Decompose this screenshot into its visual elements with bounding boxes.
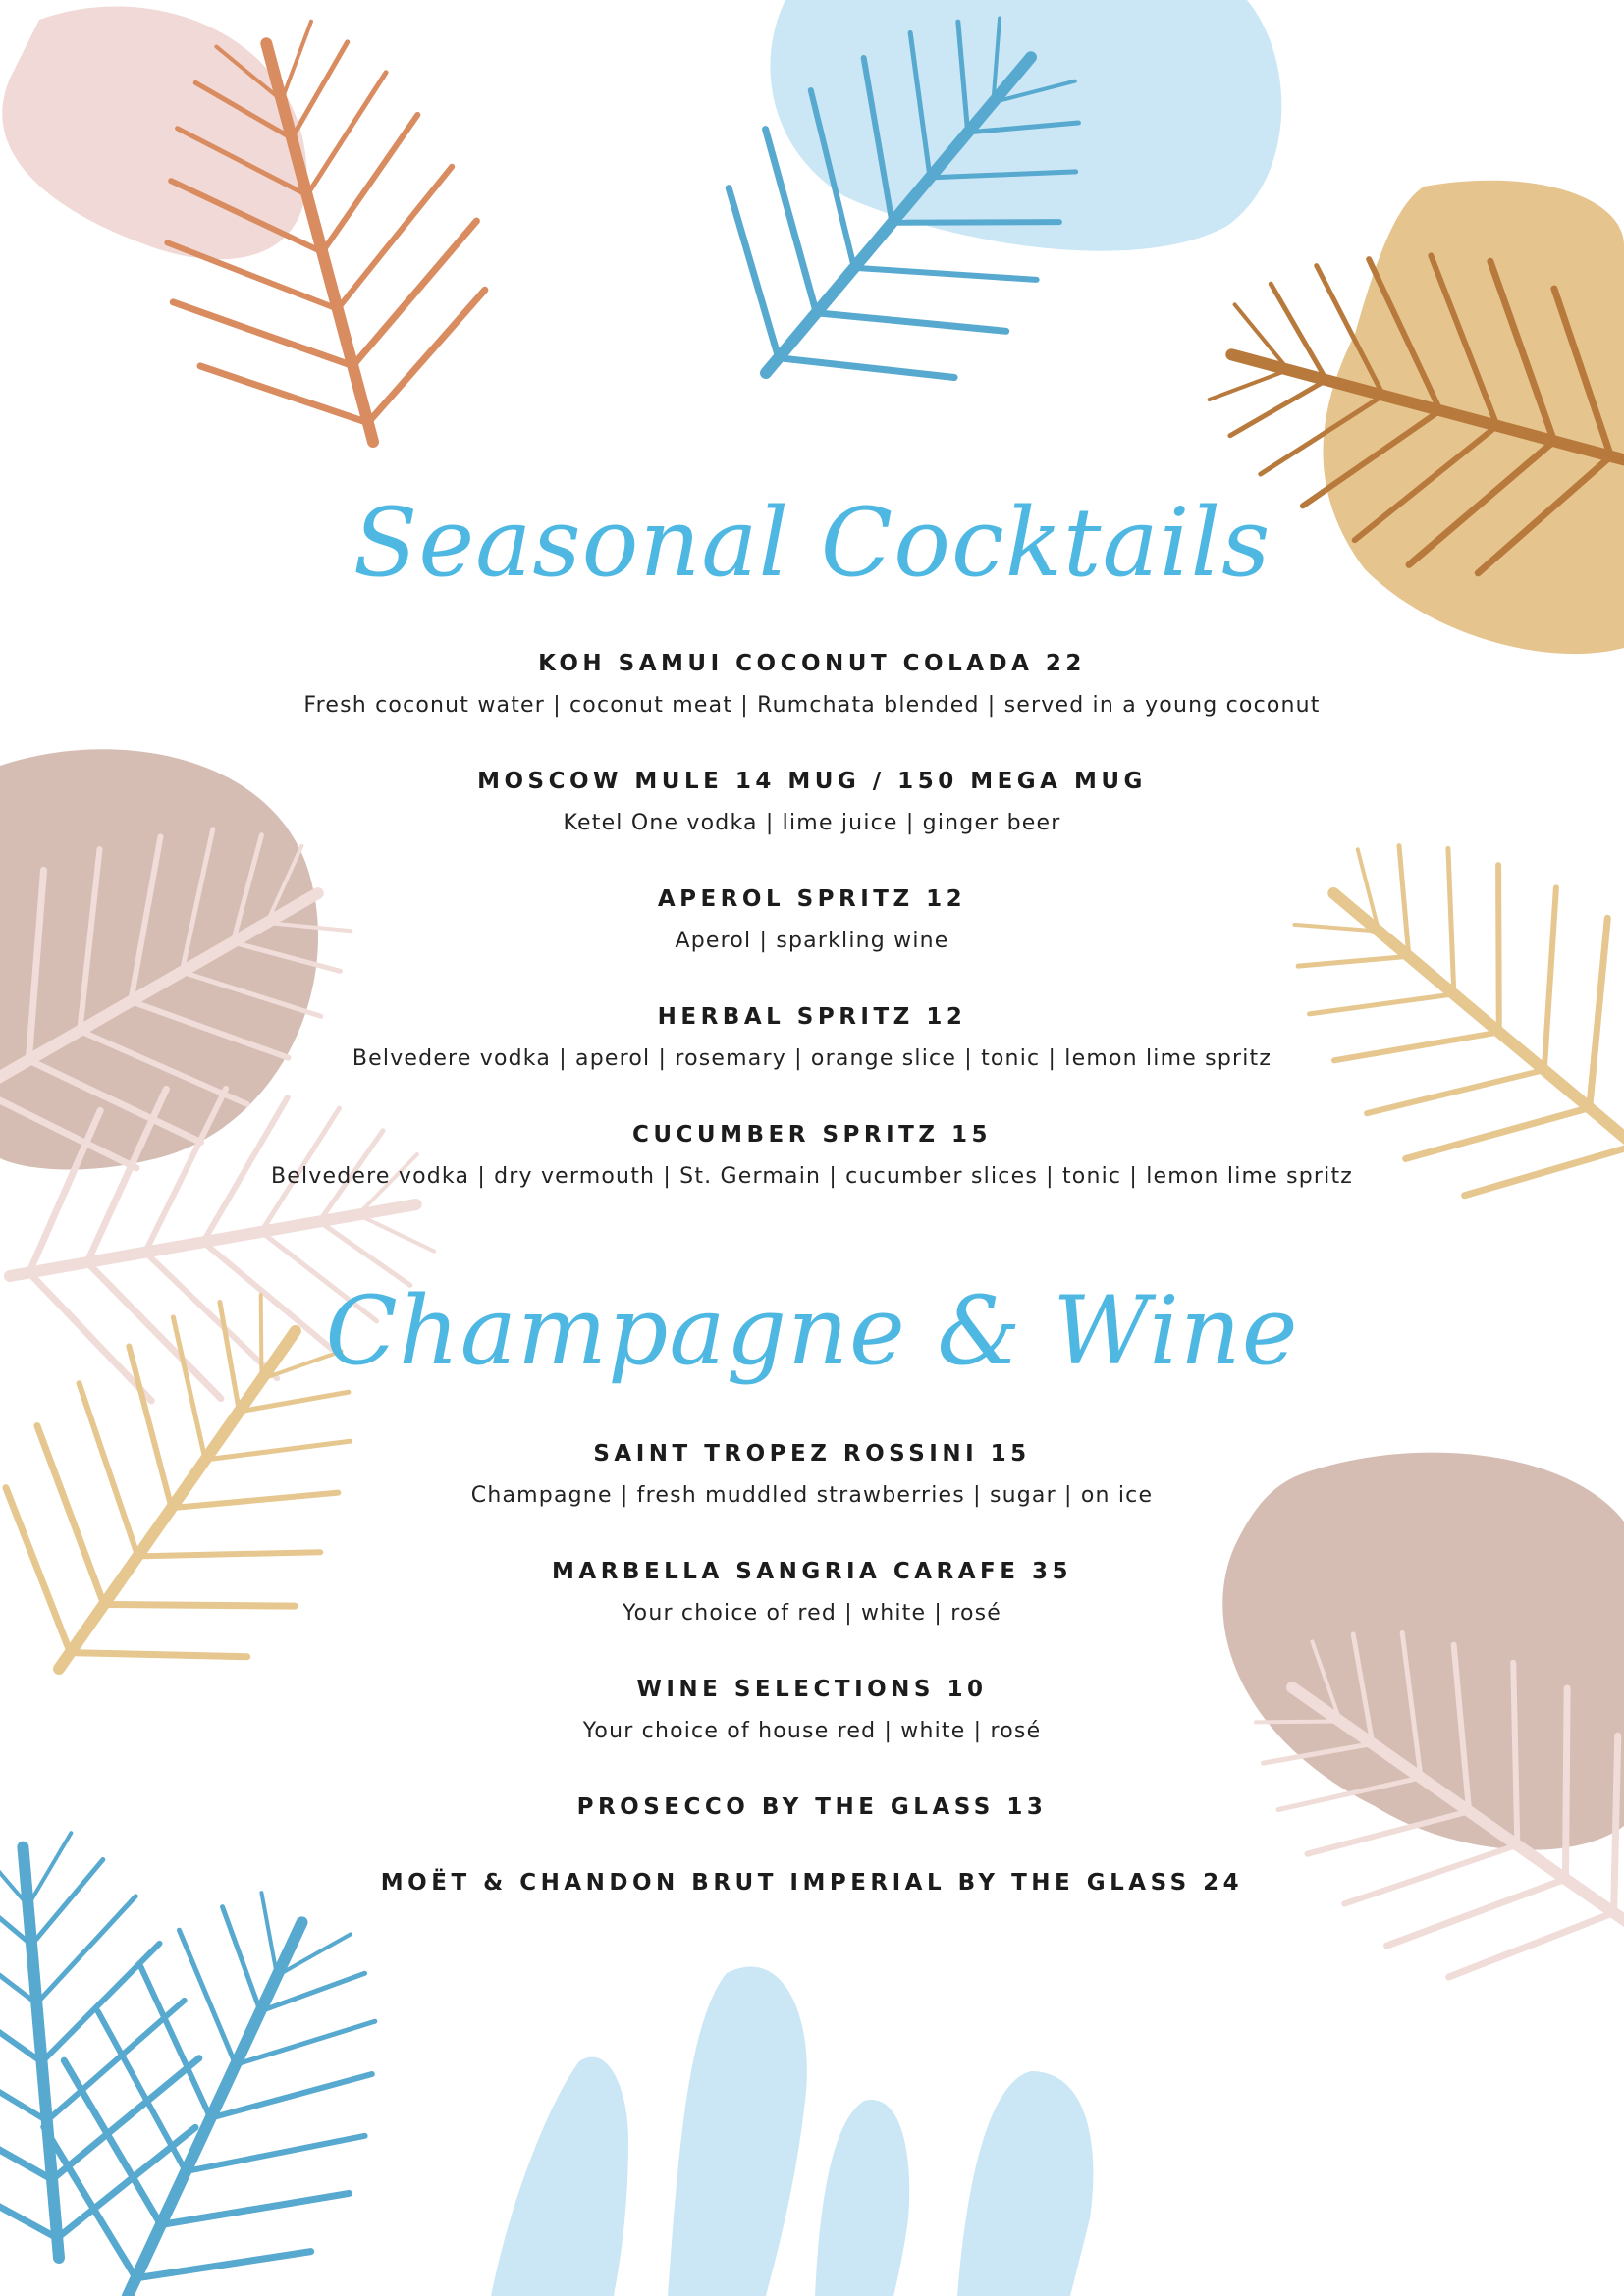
menu-item xyxy=(0,1557,1624,1675)
item-name: WINE SELECTIONS 10 xyxy=(636,1677,988,1702)
item-description: Your choice of red | white | rosé xyxy=(622,1601,1002,1626)
item-description: Belvedere vodka | aperol | rosemary | orange slice | tonic | lemon lime spritz xyxy=(352,1046,1272,1071)
menu-item xyxy=(0,884,1624,1002)
menu-item xyxy=(0,1792,1624,1868)
section-title-champagne-wine: Champagne & Wine xyxy=(325,1276,1299,1386)
item-name: MOËT & CHANDON BRUT IMPERIAL BY THE GLASS 24 xyxy=(380,1870,1244,1896)
menu-item xyxy=(0,1120,1624,1238)
item-description: Aperol | sparkling wine xyxy=(675,929,949,953)
item-description: Ketel One vodka | lime juice | ginger beer xyxy=(563,811,1061,835)
menu-item xyxy=(0,649,1624,767)
item-name: HERBAL SPRITZ 12 xyxy=(657,1004,967,1030)
item-description: Champagne | fresh muddled strawberries | sugar | on ice xyxy=(470,1483,1154,1508)
menu-item xyxy=(0,1439,1624,1557)
menu-item xyxy=(0,767,1624,884)
item-name: CUCUMBER SPRITZ 15 xyxy=(631,1122,993,1148)
bottom-center-blobs xyxy=(491,1967,1093,2296)
item-name: SAINT TROPEZ ROSSINI 15 xyxy=(593,1441,1031,1467)
cocktail-list xyxy=(0,649,1624,1238)
item-name: MARBELLA SANGRIA CARAFE 35 xyxy=(552,1559,1072,1584)
wine-list xyxy=(0,1439,1624,1944)
menu-item xyxy=(0,1675,1624,1792)
item-description: Your choice of house red | white | rosé xyxy=(582,1719,1042,1743)
item-name: APEROL SPRITZ 12 xyxy=(657,886,967,912)
item-description: Belvedere vodka | dry vermouth | St. Germain | cucumber slices | tonic | lemon lime spritz xyxy=(270,1164,1354,1189)
menu-item xyxy=(0,1868,1624,1944)
item-description: Fresh coconut water | coconut meat | Rumchata blended | served in a young coconut xyxy=(303,693,1321,718)
item-name: KOH SAMUI COCONUT COLADA 22 xyxy=(538,651,1086,676)
section-title-seasonal-cocktails: Seasonal Cocktails xyxy=(352,488,1272,598)
menu-item xyxy=(0,1002,1624,1120)
item-name: MOSCOW MULE 14 MUG / 150 MEGA MUG xyxy=(477,769,1147,794)
item-name: PROSECCO BY THE GLASS 13 xyxy=(576,1794,1048,1820)
